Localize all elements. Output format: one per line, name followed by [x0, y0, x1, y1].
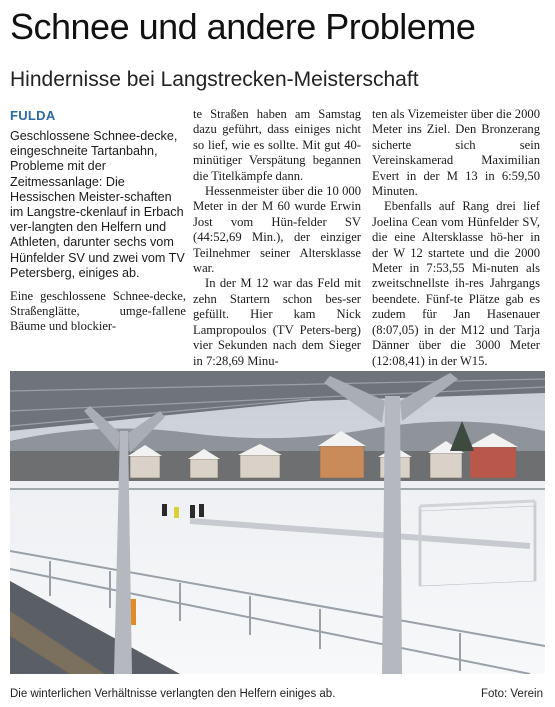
photo-caption: Die winterlichen Verhältnisse verlangten den Helfern einiges ab. — [10, 688, 336, 700]
dateline: FULDA — [10, 108, 56, 123]
snowy-stadium-image — [10, 371, 545, 674]
paragraph: In der M 12 war das Feld mit zehn Startern schon bes-ser gefüllt. Hier kam Nick Lampropoulos (TV Peters-berg) vier Sekunden nach dem Sieger in 7:28,69 Minu- — [193, 276, 361, 368]
photo-credit: Foto: Verein — [480, 688, 543, 700]
article-lead: Geschlossene Schnee-decke, eingeschneite Tartanbahn, Probleme mit der Zeitmessanlage: Die Hessischen Meister-schaften im Langstre-ckenlauf in Erbach ver-langten den Helfern und Athleten, darunter sechs vom Hünfelder SV und zwei vom TV Petersberg, einiges ab. — [10, 129, 185, 280]
paragraph: Ebenfalls auf Rang drei lief Joelina Cean vom Hünfelder SV, die eine Altersklasse hö-her in der W 12 startete und die 2000 Meter in 7:53,55 Mi-nuten als zweitschnellste ih-res Jahrgangs beendete. Fünf-te Plätze gab es zudem für Jan Hasenauer (8:07,05) in der M12 und Tarja Dänner über die 3000 Meter (12:08,41) in der W15. — [372, 199, 540, 368]
paragraph: Hessenmeister über die 10 000 Meter in der M 60 wurde Erwin Jost vom Hün-felder SV (44:52,69 Min.), der einziger Teilnehmer seiner Altersklasse war. — [193, 184, 361, 276]
paragraph: ten als Vizemeister über die 2000 Meter ins Ziel. Den Bronzerang sicherte sich sein Vereinskamerad Maximilian Evert in der M 13 in 6:59,50 Minuten. — [372, 107, 540, 199]
article-column-1 — [10, 107, 186, 335]
article-subheadline: Hindernisse bei Langstrecken-Meisterschaft — [10, 68, 419, 91]
article-photo — [10, 371, 545, 674]
article-body-start: Eine geschlossene Schnee-decke, Straßenglätte, umge-fallene Bäume und blockier- — [10, 289, 186, 334]
article-headline: Schnee und andere Probleme — [10, 6, 476, 47]
article-column-2 — [193, 107, 361, 369]
article-column-3 — [372, 107, 540, 384]
paragraph: te Straßen haben am Samstag dazu geführt, dass einiges nicht so lief, wie es sollte. Mit gut 40-minütiger Verspätung begannen die Titelkämpfe dann. — [193, 107, 361, 183]
